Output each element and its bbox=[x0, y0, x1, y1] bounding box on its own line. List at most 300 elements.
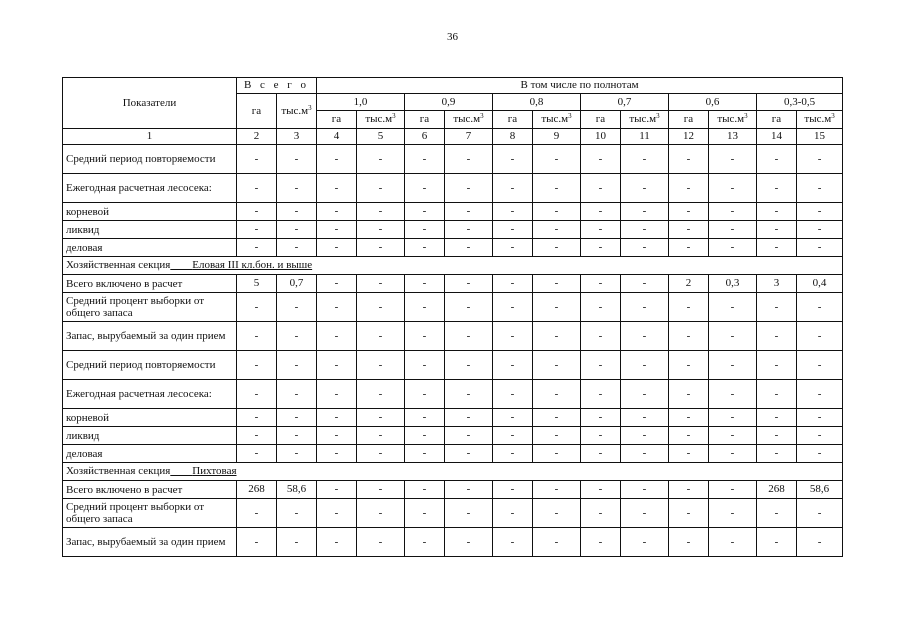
table-cell: - bbox=[709, 203, 757, 221]
table-cell: - bbox=[621, 275, 669, 293]
unit-vol-sup: 3 bbox=[744, 112, 748, 120]
table-cell: - bbox=[621, 239, 669, 257]
table-cell: - bbox=[317, 221, 357, 239]
table-cell: - bbox=[317, 499, 357, 528]
row-label: ликвид bbox=[63, 427, 237, 445]
table-row bbox=[63, 293, 843, 322]
table-cell: - bbox=[445, 351, 493, 380]
table-cell: - bbox=[493, 351, 533, 380]
table-header bbox=[63, 78, 843, 145]
unit-ha-header: га bbox=[317, 111, 357, 129]
row-label: Запас, вырубаемый за один прием bbox=[63, 528, 237, 557]
table-cell: - bbox=[317, 445, 357, 463]
unit-vol-sup: 3 bbox=[480, 112, 484, 120]
table-cell: - bbox=[533, 145, 581, 174]
table-cell: - bbox=[797, 322, 843, 351]
table-cell: - bbox=[797, 351, 843, 380]
row-label: Ежегодная расчетная лесосека: bbox=[63, 174, 237, 203]
table-row bbox=[63, 409, 843, 427]
table-cell: - bbox=[709, 145, 757, 174]
table-cell: - bbox=[621, 481, 669, 499]
row-label: Запас, вырубаемый за один прием bbox=[63, 322, 237, 351]
density-header: 1,0 bbox=[317, 94, 405, 111]
table-cell: - bbox=[317, 239, 357, 257]
table-cell: - bbox=[493, 275, 533, 293]
table-row bbox=[63, 380, 843, 409]
table-cell: - bbox=[669, 380, 709, 409]
table-cell: - bbox=[581, 427, 621, 445]
row-label: Ежегодная расчетная лесосека: bbox=[63, 380, 237, 409]
table-cell: - bbox=[445, 293, 493, 322]
table-cell: - bbox=[357, 221, 405, 239]
table-cell: - bbox=[757, 351, 797, 380]
table-cell: - bbox=[445, 380, 493, 409]
table-cell: - bbox=[709, 351, 757, 380]
table-cell: - bbox=[357, 481, 405, 499]
section-name: Пихтовая bbox=[192, 465, 237, 477]
table-cell: - bbox=[533, 221, 581, 239]
column-number: 10 bbox=[581, 129, 621, 145]
table-cell: - bbox=[581, 380, 621, 409]
table-cell: - bbox=[621, 528, 669, 557]
row-label: Средний процент выборки от общего запаса bbox=[63, 293, 237, 322]
table-cell: - bbox=[357, 445, 405, 463]
section-row bbox=[63, 257, 843, 275]
table-cell: - bbox=[405, 293, 445, 322]
table-cell: - bbox=[797, 528, 843, 557]
table-cell: 0,3 bbox=[709, 275, 757, 293]
section-cell bbox=[63, 257, 843, 275]
table-cell: - bbox=[621, 445, 669, 463]
table-row bbox=[63, 427, 843, 445]
table-cell: - bbox=[445, 221, 493, 239]
table-cell: 5 bbox=[237, 275, 277, 293]
table-cell: - bbox=[317, 380, 357, 409]
section-name: Еловая III кл.бон. и выше bbox=[192, 259, 313, 271]
table-cell: - bbox=[797, 499, 843, 528]
unit-ha-header: га bbox=[581, 111, 621, 129]
unit-ha-header: га bbox=[669, 111, 709, 129]
table-cell: - bbox=[709, 499, 757, 528]
table-cell: - bbox=[621, 409, 669, 427]
table-cell: - bbox=[277, 380, 317, 409]
table-cell: - bbox=[405, 499, 445, 528]
column-number: 13 bbox=[709, 129, 757, 145]
unit-vol-text: тыс.м bbox=[365, 113, 393, 125]
table-cell: - bbox=[581, 409, 621, 427]
table-cell: - bbox=[445, 528, 493, 557]
table-cell: - bbox=[581, 351, 621, 380]
table-cell: - bbox=[757, 499, 797, 528]
table-cell: - bbox=[493, 322, 533, 351]
density-header: 0,9 bbox=[405, 94, 493, 111]
table-cell: - bbox=[493, 293, 533, 322]
table-cell: - bbox=[405, 481, 445, 499]
table-cell: - bbox=[709, 174, 757, 203]
table-cell: - bbox=[277, 145, 317, 174]
table-row bbox=[63, 528, 843, 557]
table-cell: - bbox=[493, 380, 533, 409]
table-cell: 3 bbox=[757, 275, 797, 293]
table-cell: - bbox=[445, 481, 493, 499]
table-cell: 268 bbox=[757, 481, 797, 499]
table-cell: - bbox=[493, 239, 533, 257]
table-cell: - bbox=[277, 499, 317, 528]
table-cell: - bbox=[445, 322, 493, 351]
table-cell: - bbox=[317, 174, 357, 203]
table-cell: - bbox=[317, 427, 357, 445]
table-cell: - bbox=[581, 221, 621, 239]
table-cell: - bbox=[533, 293, 581, 322]
table-cell: - bbox=[237, 322, 277, 351]
table-cell: - bbox=[797, 145, 843, 174]
table-cell: - bbox=[277, 445, 317, 463]
table-cell: - bbox=[669, 481, 709, 499]
table-cell: - bbox=[277, 409, 317, 427]
table-cell: - bbox=[757, 445, 797, 463]
unit-ha-header: га bbox=[757, 111, 797, 129]
row-label: Всего включено в расчет bbox=[63, 275, 237, 293]
table-cell: - bbox=[757, 145, 797, 174]
column-number: 11 bbox=[621, 129, 669, 145]
table-cell: - bbox=[357, 351, 405, 380]
table-cell: - bbox=[757, 239, 797, 257]
table-row bbox=[63, 239, 843, 257]
table-cell: - bbox=[493, 221, 533, 239]
table-cell: - bbox=[357, 275, 405, 293]
table-cell: - bbox=[357, 427, 405, 445]
table-cell: - bbox=[277, 427, 317, 445]
table-cell: - bbox=[317, 145, 357, 174]
table-cell: - bbox=[405, 351, 445, 380]
column-number: 3 bbox=[277, 129, 317, 145]
unit-vol-header bbox=[621, 111, 669, 129]
table-cell: - bbox=[237, 174, 277, 203]
table-cell: - bbox=[533, 445, 581, 463]
table-cell: - bbox=[669, 145, 709, 174]
table-cell: - bbox=[445, 275, 493, 293]
table-cell: - bbox=[581, 239, 621, 257]
table-cell: - bbox=[581, 481, 621, 499]
table-cell: - bbox=[581, 445, 621, 463]
table-cell: - bbox=[533, 528, 581, 557]
table-cell: - bbox=[797, 293, 843, 322]
density-header: 0,3-0,5 bbox=[757, 94, 843, 111]
table-cell: - bbox=[709, 322, 757, 351]
table-cell: - bbox=[757, 427, 797, 445]
table-cell: - bbox=[357, 409, 405, 427]
table-cell: - bbox=[709, 427, 757, 445]
table-cell: - bbox=[621, 427, 669, 445]
table-cell: - bbox=[317, 275, 357, 293]
table-row bbox=[63, 174, 843, 203]
table-cell: - bbox=[709, 380, 757, 409]
column-number: 14 bbox=[757, 129, 797, 145]
table-cell: - bbox=[317, 481, 357, 499]
table-cell: - bbox=[669, 239, 709, 257]
table-cell: - bbox=[621, 293, 669, 322]
column-number: 8 bbox=[493, 129, 533, 145]
unit-vol-header bbox=[709, 111, 757, 129]
column-number: 12 bbox=[669, 129, 709, 145]
table-cell: - bbox=[445, 409, 493, 427]
table-cell: - bbox=[533, 275, 581, 293]
table-cell: - bbox=[357, 499, 405, 528]
table-cell: - bbox=[237, 221, 277, 239]
unit-vol-header bbox=[445, 111, 493, 129]
table-cell: - bbox=[669, 528, 709, 557]
table-row bbox=[63, 445, 843, 463]
table-cell: - bbox=[669, 203, 709, 221]
table-cell: - bbox=[669, 322, 709, 351]
table-cell: - bbox=[277, 174, 317, 203]
table-cell: - bbox=[317, 322, 357, 351]
table-cell: - bbox=[621, 380, 669, 409]
table-cell: - bbox=[797, 203, 843, 221]
table-cell: - bbox=[581, 174, 621, 203]
table-cell: - bbox=[405, 427, 445, 445]
table-cell: - bbox=[493, 427, 533, 445]
column-number: 7 bbox=[445, 129, 493, 145]
table-cell: - bbox=[533, 322, 581, 351]
section-prefix: Хозяйственная секция bbox=[66, 465, 171, 477]
table-cell: 2 bbox=[669, 275, 709, 293]
unit-ha-header: га bbox=[405, 111, 445, 129]
table-cell: - bbox=[709, 528, 757, 557]
table-cell: - bbox=[493, 409, 533, 427]
table-cell: - bbox=[757, 174, 797, 203]
table-cell: - bbox=[669, 445, 709, 463]
table-cell: - bbox=[405, 174, 445, 203]
table-row bbox=[63, 203, 843, 221]
table-cell: - bbox=[317, 528, 357, 557]
section-row bbox=[63, 463, 843, 481]
table-cell: - bbox=[709, 481, 757, 499]
table-cell: - bbox=[405, 380, 445, 409]
row-label: ликвид bbox=[63, 221, 237, 239]
table-cell: - bbox=[405, 445, 445, 463]
table-cell: - bbox=[405, 145, 445, 174]
table-body bbox=[63, 145, 843, 557]
section-underline-gap bbox=[170, 259, 192, 271]
table-cell: - bbox=[445, 239, 493, 257]
table-cell: - bbox=[709, 239, 757, 257]
table-cell: 0,7 bbox=[277, 275, 317, 293]
table-cell: - bbox=[757, 380, 797, 409]
table-cell: - bbox=[237, 499, 277, 528]
table-row bbox=[63, 499, 843, 528]
section-prefix: Хозяйственная секция bbox=[66, 259, 171, 271]
table-row bbox=[63, 481, 843, 499]
table-cell: - bbox=[581, 293, 621, 322]
total-header: В с е г о bbox=[237, 78, 317, 94]
table-cell: - bbox=[237, 409, 277, 427]
unit-vol-header bbox=[797, 111, 843, 129]
table-cell: - bbox=[493, 528, 533, 557]
unit-vol-sup: 3 bbox=[656, 112, 660, 120]
table-cell: - bbox=[237, 351, 277, 380]
table-cell: - bbox=[445, 174, 493, 203]
table-cell: - bbox=[493, 445, 533, 463]
table-cell: - bbox=[277, 221, 317, 239]
table-row bbox=[63, 275, 843, 293]
table-cell: - bbox=[445, 427, 493, 445]
table-cell: - bbox=[445, 145, 493, 174]
table-cell: - bbox=[669, 499, 709, 528]
indicators-header: Показатели bbox=[63, 78, 237, 129]
table-cell: - bbox=[493, 145, 533, 174]
table-cell: - bbox=[445, 499, 493, 528]
unit-vol-header bbox=[357, 111, 405, 129]
table-cell: - bbox=[621, 203, 669, 221]
table-cell: - bbox=[669, 351, 709, 380]
table-row bbox=[63, 221, 843, 239]
table-cell: - bbox=[357, 380, 405, 409]
table-cell: - bbox=[405, 528, 445, 557]
section-cell bbox=[63, 463, 843, 481]
unit-vol-sup: 3 bbox=[831, 112, 835, 120]
table-cell: - bbox=[237, 427, 277, 445]
table-cell: - bbox=[277, 203, 317, 221]
table-cell: - bbox=[669, 174, 709, 203]
row-label: Средний период повторяемости bbox=[63, 145, 237, 174]
table-cell: 268 bbox=[237, 481, 277, 499]
unit-vol-text: тыс.м bbox=[453, 113, 481, 125]
row-label: деловая bbox=[63, 239, 237, 257]
column-number: 9 bbox=[533, 129, 581, 145]
table-cell: - bbox=[797, 221, 843, 239]
table-cell: - bbox=[357, 145, 405, 174]
table-cell: - bbox=[237, 293, 277, 322]
column-number: 2 bbox=[237, 129, 277, 145]
table-cell: - bbox=[317, 351, 357, 380]
table-cell: - bbox=[757, 221, 797, 239]
table-cell: 0,4 bbox=[797, 275, 843, 293]
table-cell: - bbox=[237, 145, 277, 174]
column-number: 5 bbox=[357, 129, 405, 145]
table-cell: - bbox=[317, 409, 357, 427]
table-cell: - bbox=[493, 174, 533, 203]
table-cell: - bbox=[493, 481, 533, 499]
table-cell: - bbox=[621, 221, 669, 239]
table-row bbox=[63, 145, 843, 174]
table-cell: - bbox=[533, 203, 581, 221]
unit-vol-text: тыс.м bbox=[717, 113, 745, 125]
table-cell: - bbox=[757, 409, 797, 427]
table-cell: - bbox=[237, 528, 277, 557]
table-cell: - bbox=[405, 409, 445, 427]
table-cell: - bbox=[757, 293, 797, 322]
row-label: корневой bbox=[63, 409, 237, 427]
row-label: Средний процент выборки от общего запаса bbox=[63, 499, 237, 528]
table-cell: - bbox=[669, 409, 709, 427]
table-cell: - bbox=[581, 145, 621, 174]
table-cell: - bbox=[237, 445, 277, 463]
table-cell: - bbox=[357, 174, 405, 203]
table-cell: - bbox=[797, 239, 843, 257]
table-cell: - bbox=[621, 174, 669, 203]
table-cell: - bbox=[533, 427, 581, 445]
table-cell: - bbox=[277, 351, 317, 380]
unit-vol-sup: 3 bbox=[568, 112, 572, 120]
density-group-header: В том числе по полнотам bbox=[317, 78, 843, 94]
table-cell: - bbox=[533, 380, 581, 409]
table-cell: - bbox=[405, 275, 445, 293]
table-row bbox=[63, 322, 843, 351]
table-cell: - bbox=[621, 499, 669, 528]
table-cell: - bbox=[709, 445, 757, 463]
row-label: Всего включено в расчет bbox=[63, 481, 237, 499]
unit-vol-text: тыс.м bbox=[804, 113, 832, 125]
table-cell: - bbox=[405, 239, 445, 257]
table-cell: - bbox=[533, 174, 581, 203]
table-cell: - bbox=[533, 481, 581, 499]
row-label: Средний период повторяемости bbox=[63, 351, 237, 380]
section-underline-gap bbox=[170, 465, 192, 477]
density-header: 0,8 bbox=[493, 94, 581, 111]
row-label: деловая bbox=[63, 445, 237, 463]
density-header: 0,7 bbox=[581, 94, 669, 111]
unit-vol-text: тыс.м bbox=[629, 113, 657, 125]
table-cell: - bbox=[757, 203, 797, 221]
unit-ha-header: га bbox=[493, 111, 533, 129]
table-cell: - bbox=[757, 322, 797, 351]
table-cell: - bbox=[405, 221, 445, 239]
table-cell: - bbox=[357, 322, 405, 351]
table-cell: - bbox=[709, 293, 757, 322]
table-cell: - bbox=[493, 203, 533, 221]
table-cell: - bbox=[405, 322, 445, 351]
table-cell: - bbox=[277, 528, 317, 557]
table-cell: - bbox=[405, 203, 445, 221]
table-cell: 58,6 bbox=[277, 481, 317, 499]
row-label: корневой bbox=[63, 203, 237, 221]
table-cell: - bbox=[797, 174, 843, 203]
table-cell: - bbox=[277, 293, 317, 322]
column-number: 15 bbox=[797, 129, 843, 145]
table-cell: - bbox=[581, 499, 621, 528]
table-cell: - bbox=[237, 239, 277, 257]
table-cell: - bbox=[581, 203, 621, 221]
table-cell: - bbox=[621, 145, 669, 174]
table-cell: - bbox=[669, 427, 709, 445]
table-cell: - bbox=[357, 528, 405, 557]
table-cell: - bbox=[581, 322, 621, 351]
table-cell: - bbox=[533, 351, 581, 380]
table-cell: - bbox=[277, 322, 317, 351]
table-cell: - bbox=[533, 239, 581, 257]
table-cell: - bbox=[669, 221, 709, 239]
column-number: 1 bbox=[63, 129, 237, 145]
table-cell: - bbox=[581, 528, 621, 557]
table-cell: - bbox=[533, 409, 581, 427]
column-number-row bbox=[63, 129, 843, 145]
table-cell: - bbox=[317, 293, 357, 322]
table-cell: - bbox=[357, 239, 405, 257]
table-cell: - bbox=[357, 293, 405, 322]
table-cell: - bbox=[581, 275, 621, 293]
table-cell: 58,6 bbox=[797, 481, 843, 499]
table-cell: - bbox=[669, 293, 709, 322]
table-cell: - bbox=[237, 203, 277, 221]
table-cell: - bbox=[797, 380, 843, 409]
table-cell: - bbox=[797, 427, 843, 445]
table-cell: - bbox=[709, 221, 757, 239]
total-ha-header: га bbox=[237, 94, 277, 129]
column-number: 6 bbox=[405, 129, 445, 145]
table-cell: - bbox=[797, 445, 843, 463]
table-cell: - bbox=[493, 499, 533, 528]
